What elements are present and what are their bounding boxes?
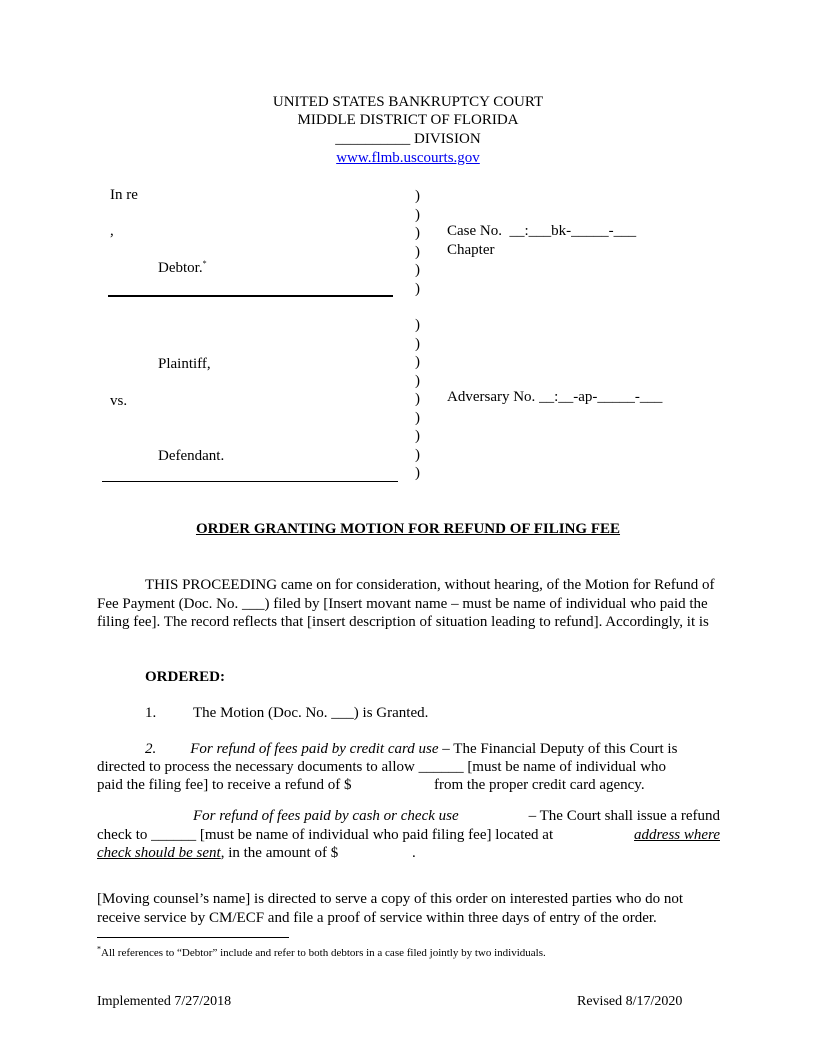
website-link[interactable]: www.flmb.uscourts.gov bbox=[336, 150, 480, 166]
paren: ) bbox=[415, 354, 420, 370]
paren: ) bbox=[415, 280, 420, 297]
item-3-heading: For refund of fees paid by cash or check use bbox=[193, 808, 459, 824]
item-1-text: The Motion (Doc. No. ___) is Granted. bbox=[193, 705, 429, 721]
case-number-value: __:___bk-_____-___ bbox=[509, 223, 637, 239]
paren: ) bbox=[415, 206, 420, 223]
item-3-line-1-text: – The Court shall issue a refund bbox=[528, 808, 720, 824]
item-2-heading: For refund of fees paid by credit card use bbox=[190, 741, 439, 757]
paren: ) bbox=[415, 391, 420, 407]
paren: ) bbox=[415, 225, 420, 241]
service-paragraph: [Moving counsel’s name] is directed to serve a copy of this order on interested parties who do not receive service by CM/ECF and file a proof of service within three days of entry of the order. bbox=[97, 891, 684, 926]
district-name: MIDDLE DISTRICT OF FLORIDA bbox=[297, 112, 519, 128]
footnote-mark: * bbox=[97, 944, 101, 954]
item-2-line-1 bbox=[145, 740, 677, 758]
debtor-label-text: Debtor. bbox=[158, 260, 203, 276]
vs-label: vs. bbox=[110, 393, 128, 409]
in-re-label: In re bbox=[110, 187, 138, 203]
item-1-number: 1. bbox=[145, 705, 157, 721]
debtor-footnote-mark: * bbox=[202, 259, 207, 268]
case-number-label: Case No. bbox=[447, 223, 502, 239]
debtor-name-comma: , bbox=[110, 223, 114, 239]
defendant-label: Defendant. bbox=[158, 448, 225, 464]
item-3-line-3-text: , in the amount of $ bbox=[220, 845, 339, 861]
item-3-line-2 bbox=[97, 826, 720, 844]
paren: ) bbox=[415, 372, 420, 389]
item-3-period: . bbox=[412, 845, 416, 861]
caption-divider-defendant bbox=[102, 481, 398, 482]
caption-parens-bottom bbox=[415, 316, 420, 483]
item-2-line-2: directed to process the necessary documents to allow ______ [must be name of individual who bbox=[97, 759, 667, 775]
caption-parens-top bbox=[415, 187, 420, 298]
item-3-heading-wrap bbox=[193, 807, 459, 825]
footnote-separator bbox=[97, 937, 289, 938]
item-3-line-3 bbox=[97, 844, 338, 862]
ordered-heading: ORDERED: bbox=[145, 669, 226, 685]
division-label: DIVISION bbox=[414, 131, 481, 147]
paren: ) bbox=[415, 428, 420, 444]
item-2-line-1-text: – The Financial Deputy of this Court is bbox=[438, 741, 678, 757]
revised-date: Revised 8/17/2020 bbox=[577, 994, 683, 1009]
footnote bbox=[97, 946, 546, 960]
paren: ) bbox=[415, 409, 420, 426]
debtor-label bbox=[158, 259, 207, 277]
paren: ) bbox=[415, 243, 420, 260]
item-3-address-2: check should be sent bbox=[97, 845, 221, 861]
order-title: ORDER GRANTING MOTION FOR REFUND OF FILING FEE bbox=[195, 521, 621, 537]
paren: ) bbox=[415, 188, 420, 204]
paren: ) bbox=[415, 262, 420, 278]
footnote-text: All references to “Debtor” include and refer to both debtors in a case filed jointly by two individuals. bbox=[101, 947, 546, 959]
caption-divider-debtor bbox=[108, 295, 393, 297]
item-3-line-1 bbox=[193, 807, 720, 825]
paren: ) bbox=[415, 335, 420, 352]
website-line bbox=[0, 149, 816, 167]
chapter-label: Chapter bbox=[447, 242, 495, 258]
adversary-number-label: Adversary No. bbox=[447, 389, 536, 405]
division-line bbox=[0, 130, 816, 148]
item-2-number: 2. bbox=[145, 741, 157, 757]
plaintiff-label: Plaintiff, bbox=[158, 356, 211, 372]
item-3-line-2-text: check to ______ [must be name of individual who paid filing fee] located at bbox=[97, 827, 554, 843]
division-blank: __________ bbox=[335, 131, 411, 147]
item-2-line-3b: from the proper credit card agency. bbox=[434, 777, 645, 793]
court-name: UNITED STATES BANKRUPTCY COURT bbox=[272, 94, 544, 110]
paren: ) bbox=[415, 317, 420, 333]
intro-paragraph: THIS PROCEEDING came on for consideration, without hearing, of the Motion for Refund of Fee Payment (Doc. No. ___) filed by [Insert movant name – must be name of individual who paid the filing fee]. The record reflects that [insert description of situation leading to refund]. Accordingly, it is bbox=[97, 577, 715, 631]
adversary-number bbox=[447, 388, 662, 406]
paren: ) bbox=[415, 446, 420, 463]
implemented-date: Implemented 7/27/2018 bbox=[97, 994, 232, 1009]
paren: ) bbox=[415, 465, 420, 481]
item-2-line-3a: paid the filing fee] to receive a refund of $ bbox=[97, 777, 352, 793]
item-3-address-1: address where bbox=[634, 827, 720, 843]
case-number bbox=[447, 222, 636, 240]
adversary-number-value: __:__-ap-_____-___ bbox=[539, 389, 663, 405]
